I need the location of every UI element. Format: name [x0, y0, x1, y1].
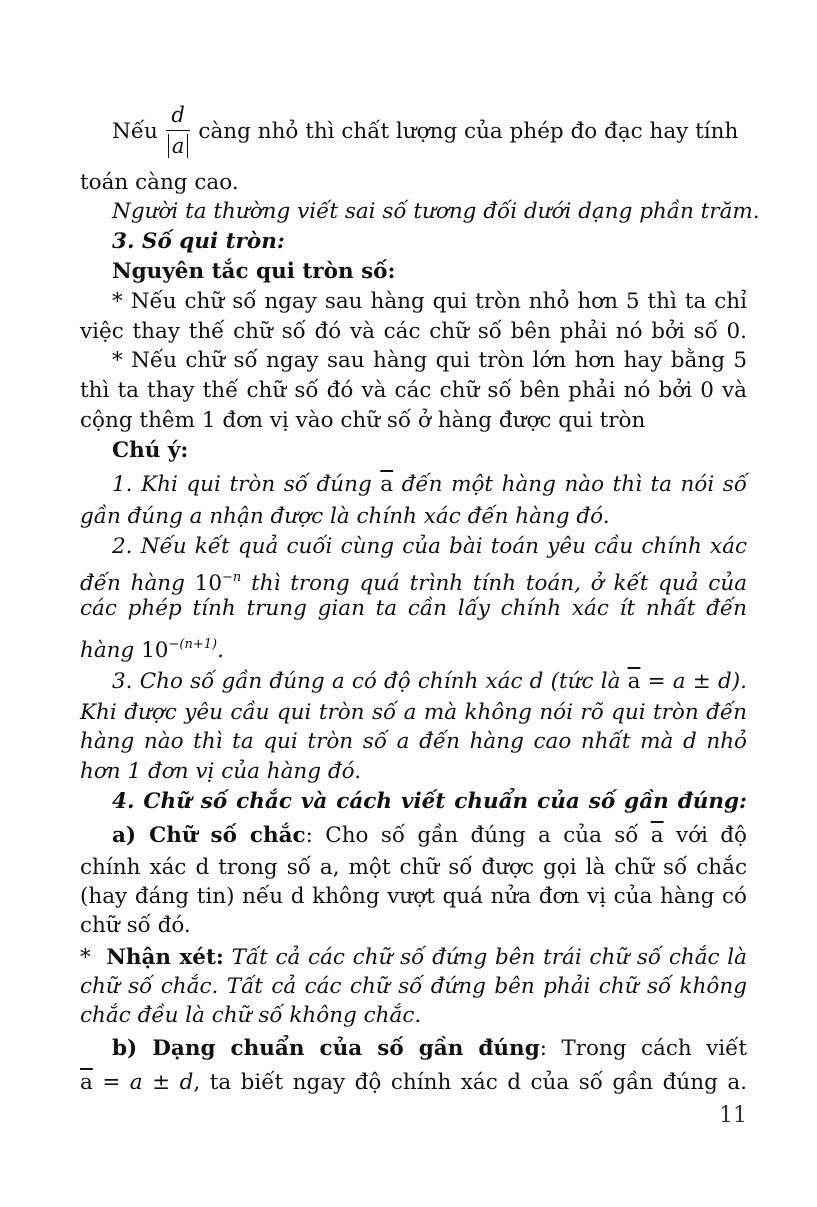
equation: $\overline{a} = a \pm d$ [627, 669, 732, 694]
line-18: 3. Cho số gần đúng a có độ chính xác d (tức là $\overline{a} = a \pm d$). [112, 669, 747, 694]
line-7: việc thay thế chữ số đó và các chữ số bên phải nó bởi số 0. [80, 319, 747, 344]
absolute-value: a [168, 134, 189, 158]
power-ten: $10^{-(n+1)}$ [141, 637, 218, 663]
line-20: hàng nào thì ta qui tròn số a đến hàng cao nhất mà d nhỏ [80, 729, 747, 754]
line-25: (hay đáng tin) nếu d không vượt quá nửa đơn vị của hàng có [80, 884, 747, 909]
line-21: hơn 1 đơn vị của hàng đó. [80, 759, 362, 784]
exponent: −(n+1) [168, 637, 218, 652]
fraction-d-over-abs-a [166, 105, 191, 159]
line-17: hàng $10^{-(n+1)}$. [80, 637, 224, 663]
line-15 [80, 563, 748, 596]
line-19: Khi được yêu cầu qui tròn số a mà không nói rõ qui tròn đến [80, 700, 747, 725]
subheading-rule: Nguyên tắc qui tròn số: [112, 259, 396, 284]
text: càng nhỏ thì chất lượng của phép đo đạc hay tính [198, 119, 739, 144]
equation: $\overline{a} = a \pm d$ [80, 1070, 194, 1095]
line-3: Người ta thường viết sai số tương đối dưới dạng phần trăm. [112, 199, 760, 224]
line-9: thì ta thay thế chữ số đó và các chữ số bên phải nó bởi 0 và [80, 378, 747, 403]
line-16: các phép tính trung gian ta cần lấy chính xác ít nhất đến [80, 596, 747, 621]
line-26: chữ số đó. [80, 913, 191, 938]
exponent: −n [222, 570, 242, 585]
fraction-denominator [166, 131, 191, 159]
text: đến một hàng nào thì ta nói số [401, 472, 747, 497]
section-heading-3: 3. Số qui tròn: [112, 229, 285, 254]
line-6: * Nếu chữ số ngay sau hàng qui tròn nhỏ hơn 5 thì ta chỉ [112, 289, 747, 314]
bold-term: a) Chữ số chắc [112, 823, 306, 848]
line-28: chữ số chắc. Tất cả các chữ số đứng bên phải chữ số không [80, 974, 747, 999]
line-14: 2. Nếu kết quả cuối cùng của bài toán yêu cầu chính xác [112, 534, 747, 559]
text: 1. Khi qui tròn số đúng [112, 472, 372, 497]
bold-term: b) Dạng chuẩn của số gần đúng [112, 1036, 540, 1061]
line-27: * Nhận xét: Tất cả các chữ số đứng bên trái chữ số chắc là [80, 945, 747, 970]
line-2: toán càng cao. [80, 170, 239, 195]
power-ten: $10^{-n}$ [194, 570, 242, 596]
text: Nếu [112, 119, 158, 144]
line-24: chính xác d trong số a, một chữ số được gọi là chữ số chắc [80, 855, 747, 880]
fraction-numerator: d [166, 105, 191, 131]
text: đến hàng [80, 571, 185, 596]
line-10: cộng thêm 1 đơn vị vào chữ số ở hàng được qui tròn [80, 408, 646, 433]
text: thì trong quá trình tính toán, ở kết quả của [251, 571, 748, 596]
text: hàng [80, 638, 135, 663]
bold-term: Nhận xét: [106, 945, 224, 970]
line-8: * Nếu chữ số ngay sau hàng qui tròn lớn hơn hay bằng 5 [112, 348, 747, 373]
line-31: $\overline{a} = a \pm d$, ta biết ngay độ chính xác d của số gần đúng a. [80, 1070, 747, 1095]
text: 3. Cho số gần đúng a có độ chính xác d (tức là [112, 669, 621, 694]
section-heading-4: 4. Chữ số chắc và cách viết chuẩn của số gần đúng: [112, 789, 747, 814]
line-30: b) Dạng chuẩn của số gần đúng: Trong cách viết [112, 1036, 748, 1061]
symbol-a-bar: $\overline{a}$ [650, 823, 664, 848]
line-1 [112, 97, 747, 167]
note-heading: Chú ý: [112, 438, 189, 463]
page-number: 11 [719, 1103, 747, 1128]
line-13: gần đúng a nhận được là chính xác đến hàng đó. [80, 504, 610, 529]
line-23: a) Chữ số chắc: Cho số gần đúng a của số $\overline{a}$ với độ [112, 823, 747, 848]
line-29: chắc đều là chữ số không chắc. [80, 1003, 422, 1028]
symbol-a-bar: $\overline{a}$ [380, 472, 394, 497]
line-12 [112, 470, 747, 500]
